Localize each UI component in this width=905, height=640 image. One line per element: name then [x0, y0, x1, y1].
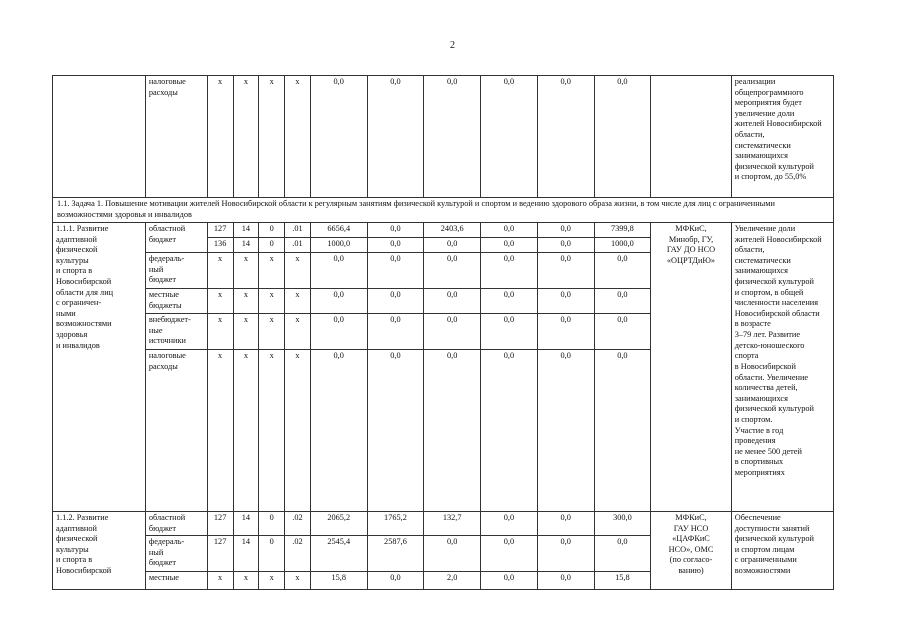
- value-cell: 0,0: [481, 350, 538, 512]
- value-cell: 0,0: [594, 253, 651, 289]
- value-cell: x: [207, 289, 233, 314]
- value-cell: .02: [285, 536, 311, 572]
- value-cell: x: [207, 253, 233, 289]
- value-cell: 0,0: [594, 76, 651, 198]
- value-cell: x: [259, 350, 285, 512]
- value-cell: 1000,0: [594, 238, 651, 253]
- value-cell: x: [285, 572, 311, 590]
- value-cell: 0,0: [424, 253, 481, 289]
- value-cell: 0: [259, 223, 285, 238]
- value-cell: 0: [259, 238, 285, 253]
- funding-source-cell: федераль- ный бюджет: [145, 536, 207, 572]
- value-cell: x: [285, 314, 311, 350]
- value-cell: 0,0: [367, 253, 424, 289]
- value-cell: 14: [233, 536, 259, 572]
- value-cell: 0,0: [537, 536, 594, 572]
- measure-name-cell: 1.1.2. Развитие адаптивной физической культуры и спорта в Новосибирской: [53, 512, 146, 590]
- value-cell: x: [233, 314, 259, 350]
- value-cell: 7399,8: [594, 223, 651, 238]
- value-cell: 2403,6: [424, 223, 481, 238]
- task-title-cell: 1.1. Задача 1. Повышение мотивации жителей Новосибирской области к регулярным занятиям физической культурой и спортом и ведению здорового образа жизни, в том числе для лиц с ограниченными возможностями здоровья и инвалидов: [53, 198, 834, 223]
- value-cell: x: [207, 350, 233, 512]
- measure-name-cell: [53, 76, 146, 198]
- value-cell: 132,7: [424, 512, 481, 536]
- value-cell: 0,0: [537, 512, 594, 536]
- value-cell: 0,0: [424, 76, 481, 198]
- executor-cell: МФКиС, Минобр, ГУ, ГАУ ДО НСО «ОЦРТДиЮ»: [651, 223, 731, 512]
- value-cell: 0,0: [594, 289, 651, 314]
- value-cell: 0,0: [537, 314, 594, 350]
- value-cell: 0,0: [310, 253, 367, 289]
- value-cell: 0,0: [537, 76, 594, 198]
- table-row: [53, 512, 834, 536]
- value-cell: 0,0: [481, 76, 538, 198]
- value-cell: 14: [233, 223, 259, 238]
- value-cell: 0,0: [594, 350, 651, 512]
- value-cell: 0,0: [367, 238, 424, 253]
- value-cell: 0,0: [424, 289, 481, 314]
- executor-cell: МФКиС, ГАУ НСО «ЦАФКиС НСО», ОМС (по согласо- ванию): [651, 512, 731, 590]
- value-cell: 0: [259, 536, 285, 572]
- funding-source-cell: налоговые расходы: [145, 350, 207, 512]
- value-cell: x: [285, 76, 311, 198]
- value-cell: 0,0: [481, 314, 538, 350]
- value-cell: 127: [207, 536, 233, 572]
- value-cell: 15,8: [310, 572, 367, 590]
- page-number: 2: [450, 40, 455, 51]
- value-cell: 2065,2: [310, 512, 367, 536]
- value-cell: 0,0: [367, 289, 424, 314]
- funding-source-cell: местные: [145, 572, 207, 590]
- expected-result-cell: Обеспечение доступности занятий физической культурой и спортом лицам с ограниченными возможностями: [731, 512, 833, 590]
- value-cell: x: [259, 289, 285, 314]
- value-cell: 1000,0: [310, 238, 367, 253]
- value-cell: .01: [285, 223, 311, 238]
- value-cell: 0,0: [367, 350, 424, 512]
- value-cell: 2587,6: [367, 536, 424, 572]
- value-cell: x: [259, 572, 285, 590]
- funding-source-cell: местные бюджеты: [145, 289, 207, 314]
- value-cell: 300,0: [594, 512, 651, 536]
- value-cell: 0,0: [367, 572, 424, 590]
- value-cell: x: [233, 350, 259, 512]
- funding-source-cell: областной бюджет: [145, 512, 207, 536]
- value-cell: 0,0: [481, 289, 538, 314]
- value-cell: 0,0: [481, 238, 538, 253]
- value-cell: 0,0: [367, 76, 424, 198]
- value-cell: 127: [207, 512, 233, 536]
- value-cell: x: [233, 253, 259, 289]
- value-cell: x: [207, 572, 233, 590]
- value-cell: x: [233, 289, 259, 314]
- value-cell: x: [285, 350, 311, 512]
- value-cell: 0,0: [537, 238, 594, 253]
- value-cell: 0,0: [481, 253, 538, 289]
- value-cell: 2,0: [424, 572, 481, 590]
- budget-table: [52, 75, 834, 590]
- value-cell: 14: [233, 238, 259, 253]
- value-cell: 0,0: [424, 536, 481, 572]
- funding-source-cell: внебюджет- ные источники: [145, 314, 207, 350]
- value-cell: x: [259, 314, 285, 350]
- value-cell: 0,0: [481, 223, 538, 238]
- value-cell: 1765,2: [367, 512, 424, 536]
- table-row: [53, 198, 834, 223]
- value-cell: 0,0: [537, 350, 594, 512]
- value-cell: .02: [285, 512, 311, 536]
- value-cell: 0,0: [537, 253, 594, 289]
- value-cell: 0,0: [481, 512, 538, 536]
- table-row: [53, 76, 834, 198]
- value-cell: 14: [233, 512, 259, 536]
- value-cell: 0,0: [537, 572, 594, 590]
- value-cell: x: [233, 572, 259, 590]
- value-cell: 136: [207, 238, 233, 253]
- value-cell: 127: [207, 223, 233, 238]
- value-cell: 0,0: [537, 289, 594, 314]
- value-cell: x: [207, 76, 233, 198]
- value-cell: 0: [259, 512, 285, 536]
- expected-result-cell: реализации общепрограммного мероприятия будет увеличение доли жителей Новосибирской области, систематически занимающихся физической культурой и спортом, до 55,0%: [731, 76, 833, 198]
- measure-name-cell: 1.1.1. Развитие адаптивной физической культуры и спорта в Новосибирской области для лиц с ограничен- ными возможностями здоровья и инвалидов: [53, 223, 146, 512]
- value-cell: x: [259, 76, 285, 198]
- value-cell: x: [285, 289, 311, 314]
- funding-source-cell: налоговые расходы: [145, 76, 207, 198]
- value-cell: 0,0: [424, 350, 481, 512]
- value-cell: 0,0: [367, 314, 424, 350]
- table-row: [53, 223, 834, 238]
- value-cell: 0,0: [481, 572, 538, 590]
- value-cell: 0,0: [481, 536, 538, 572]
- value-cell: 15,8: [594, 572, 651, 590]
- value-cell: [651, 76, 731, 198]
- funding-source-cell: областной бюджет: [145, 223, 207, 253]
- value-cell: 0,0: [310, 350, 367, 512]
- value-cell: 0,0: [310, 289, 367, 314]
- value-cell: x: [259, 253, 285, 289]
- value-cell: .01: [285, 238, 311, 253]
- value-cell: 0,0: [310, 76, 367, 198]
- funding-source-cell: федераль- ный бюджет: [145, 253, 207, 289]
- value-cell: 0,0: [537, 223, 594, 238]
- value-cell: 6656,4: [310, 223, 367, 238]
- value-cell: 2545,4: [310, 536, 367, 572]
- value-cell: 0,0: [367, 223, 424, 238]
- value-cell: 0,0: [424, 314, 481, 350]
- value-cell: 0,0: [594, 314, 651, 350]
- expected-result-cell: Увеличение доли жителей Новосибирской области, систематически занимающихся физической культурой и спортом, в общей численности населения Новосибирской области в возрасте 3–79 лет. Развитие детско-юношеского спорта в Новосибирской области. Увеличение количества детей, занимающихся физической культурой и спортом. Участие в год проведения не менее 500 детей в спортивных мероприятиях: [731, 223, 833, 512]
- value-cell: 0,0: [594, 536, 651, 572]
- value-cell: x: [207, 314, 233, 350]
- value-cell: 0,0: [310, 314, 367, 350]
- value-cell: x: [233, 76, 259, 198]
- value-cell: 0,0: [424, 238, 481, 253]
- value-cell: x: [285, 253, 311, 289]
